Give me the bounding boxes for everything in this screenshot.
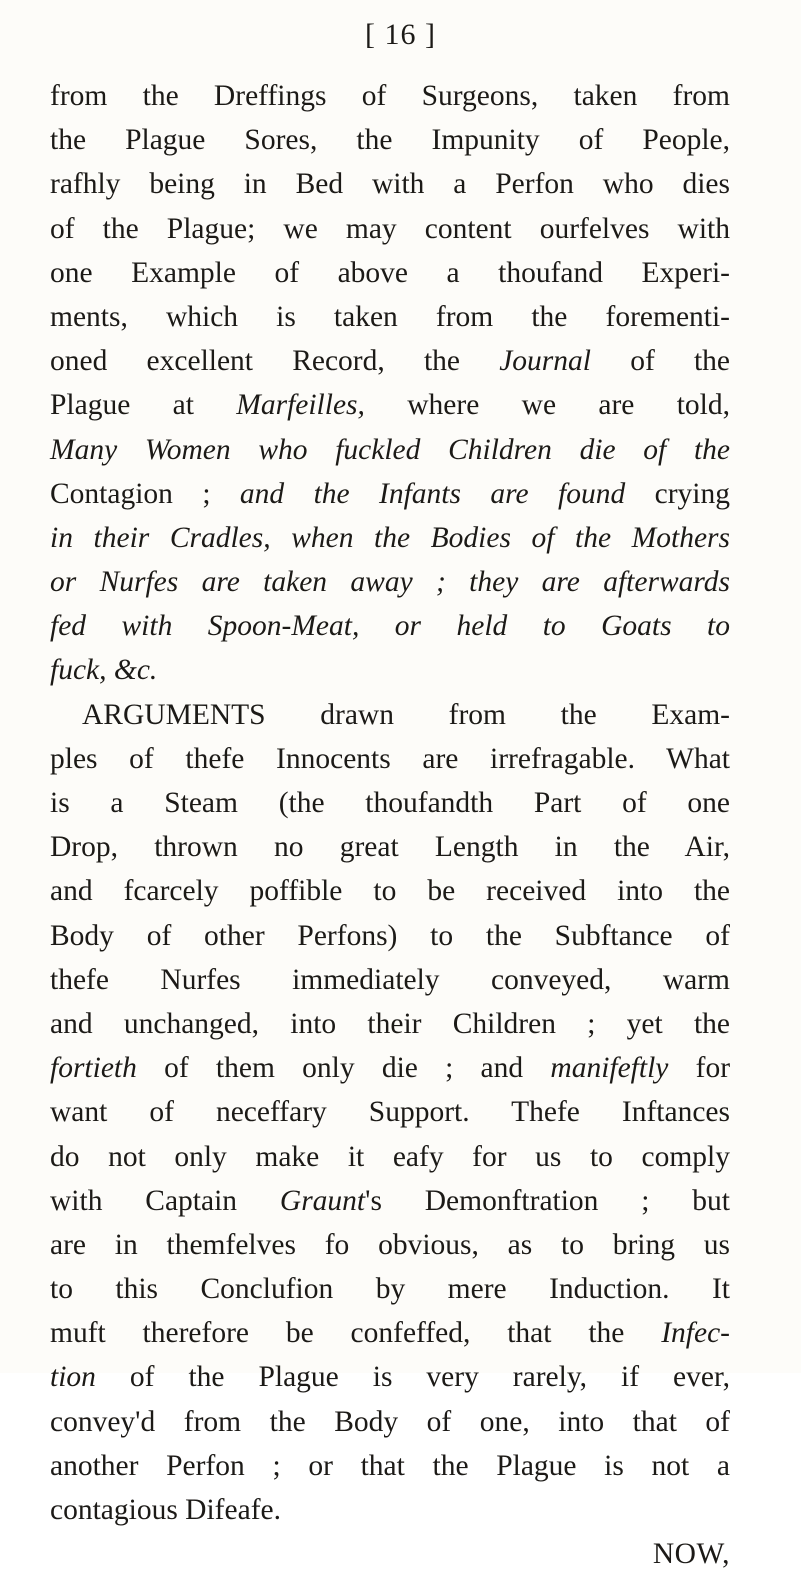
text-line — [50, 560, 730, 604]
text-line — [50, 1311, 730, 1355]
text-line — [50, 472, 730, 516]
text-line — [50, 428, 730, 472]
text-line: want of neceffary Support. Thefe Inftances — [50, 1096, 730, 1129]
text-run: crying — [654, 477, 730, 510]
italic-run: manifeftly — [550, 1052, 669, 1085]
italic-run: Graunt — [279, 1184, 366, 1217]
text-run: 's Demonftration ; but — [365, 1184, 730, 1217]
italic-run: in their Cradles, when the Bodies of the Mothers — [50, 521, 730, 554]
italic-run: fortieth — [50, 1052, 137, 1085]
text-line — [50, 383, 730, 427]
text-run: Contagion ; — [50, 477, 211, 510]
text-line: contagious Difeafe. — [50, 1494, 281, 1526]
text-line: Drop, thrown no great Length in the Air, — [50, 831, 730, 864]
italic-run: or Nurfes are taken away ; they are afterwards — [50, 566, 730, 599]
italic-run: and the Infants are found — [239, 477, 626, 510]
text-line: thefe Nurfes immediately conveyed, warm — [50, 963, 730, 996]
text-line: and fcarcely poffible to be received into the — [50, 875, 730, 908]
text-line — [50, 516, 730, 560]
text-line: to this Conclufion by mere Induction. It — [50, 1273, 730, 1306]
italic-run: fuck, — [50, 654, 107, 687]
text-line: of the Plague; we may content ourfelves with — [50, 212, 730, 245]
italic-run: Marfeilles, — [236, 389, 365, 422]
italic-run: Many Women who fuckled Children die of the — [50, 433, 730, 466]
text-run: with Captain — [50, 1184, 238, 1217]
italic-run: Journal — [499, 345, 591, 378]
text-line: Body of other Perfons) to the Subftance of — [50, 919, 730, 952]
text-run: of them only die ; and — [164, 1052, 524, 1085]
catchword: NOW, — [652, 1538, 730, 1571]
text-line — [50, 1355, 730, 1399]
text-run: for — [695, 1052, 731, 1085]
text-line: from the Dreffings of Surgeons, taken from — [50, 80, 730, 112]
italic-run: &c. — [113, 654, 158, 687]
text-line — [50, 339, 730, 383]
text-line: convey'd from the Body of one, into that of — [50, 1405, 730, 1438]
italic-run: fed with Spoon-Meat, or held to Goats to — [50, 610, 730, 643]
body-text — [50, 74, 730, 1576]
text-run: where we are told, — [407, 389, 730, 422]
page-number: [ 16 ] — [365, 18, 436, 51]
text-line — [50, 648, 730, 692]
text-line: are in themfelves fo obvious, as to bring us — [50, 1228, 730, 1261]
text-run: Plague at — [50, 389, 194, 422]
text-line: and unchanged, into their Children ; yet the — [50, 1007, 730, 1040]
text-line: do not only make it eafy for us to comply — [50, 1140, 730, 1173]
text-line: ments, which is taken from the forementi- — [50, 300, 730, 333]
italic-run: tion — [50, 1361, 96, 1394]
text-line: another Perfon ; or that the Plague is not a — [50, 1449, 730, 1482]
text-line: ples of thefe Innocents are irrefragable. What — [50, 742, 730, 775]
paragraph-start-line: ARGUMENTS drawn from the Exam- — [82, 698, 730, 731]
text-line — [50, 1179, 730, 1223]
text-run: muft therefore be confeffed, that the — [50, 1317, 625, 1350]
italic-run: Infec- — [661, 1317, 730, 1350]
text-run: of the — [630, 345, 730, 378]
text-line — [50, 604, 730, 648]
text-run: of the Plague is very rarely, if ever, — [129, 1361, 730, 1394]
text-line: is a Steam (the thoufandth Part of one — [50, 787, 730, 819]
text-line: the Plague Sores, the Impunity of People, — [50, 124, 730, 157]
text-run: oned excellent Record, the — [50, 345, 460, 378]
text-line: one Example of above a thoufand Experi- — [50, 256, 730, 289]
text-line: rafhly being in Bed with a Perfon who dies — [50, 168, 730, 201]
text-line — [50, 1046, 730, 1090]
